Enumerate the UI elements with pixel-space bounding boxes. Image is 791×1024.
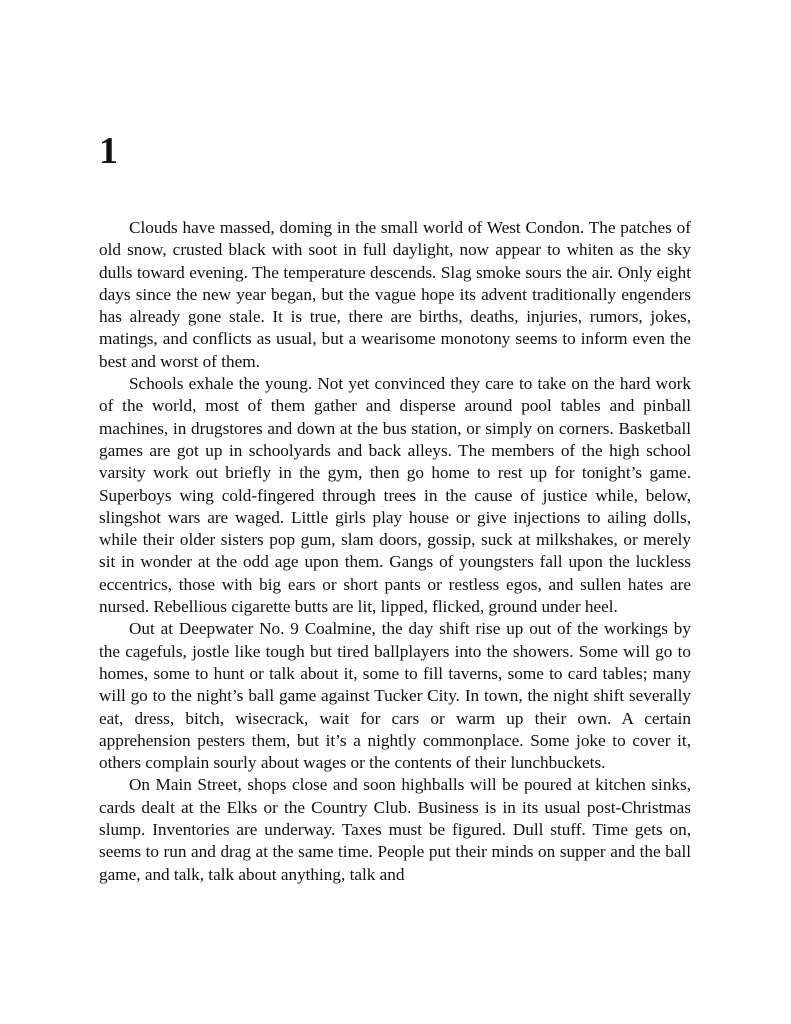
- paragraph-3: Out at Deepwater No. 9 Coalmine, the day shift rise up out of the workings by the cagefuls, jostle like tough but tired ballplayers into the showers. Some will go to homes, some to hunt or talk about it, some to fill taverns, some to card tables; many will go to the night’s ball game against Tucker City. In town, the night shift severally eat, dress, bitch, wisecrack, wait for cars or warm up their own. A certain apprehension pesters them, but it’s a nightly commonplace. Some joke to cover it, others complain sourly about wages or the contents of their lunchbuckets.: [99, 619, 691, 773]
- chapter-number: 1: [99, 130, 118, 172]
- chapter-body: [99, 217, 691, 886]
- paragraph-2: Schools exhale the young. Not yet convinced they care to take on the hard work of the world, most of them gather and disperse around pool tables and pinball machines, in drugstores and down at the bus station, or simply on corners. Basketball games are got up in schoolyards and back alleys. The members of the high school varsity work out briefly in the gym, then go home to rest up for tonight’s game. Superboys wing cold-fingered through trees in the cause of justice while, below, slingshot wars are waged. Little girls play house or give injections to ailing dolls, while their older sisters pop gum, slam doors, gossip, suck at milkshakes, or merely sit in wonder at the odd age upon them. Gangs of youngsters fall upon the luckless eccentrics, those with big ears or short pants or restless egos, and sullen hates are nursed. Rebellious cigarette butts are lit, lipped, flicked, ground under heel.: [99, 374, 691, 617]
- paragraph-4: On Main Street, shops close and soon highballs will be poured at kitchen sinks, cards dealt at the Elks or the Country Club. Business is in its usual post-Christmas slump. Inventories are underway. Taxes must be figured. Dull stuff. Time gets on, seems to run and drag at the same time. People put their minds on supper and the ball game, and talk, talk about anything, talk and: [99, 775, 691, 884]
- paragraph-1: Clouds have massed, doming in the small world of West Condon. The patches of old snow, crusted black with soot in full daylight, now appear to whiten as the sky dulls toward evening. The temperature descends. Slag smoke sours the air. Only eight days since the new year began, but the vague hope its advent traditionally engenders has already gone stale. It is true, there are births, deaths, injuries, rumors, jokes, matings, and conflicts as usual, but a wearisome monotony seems to inform even the best and worst of them.: [99, 218, 691, 371]
